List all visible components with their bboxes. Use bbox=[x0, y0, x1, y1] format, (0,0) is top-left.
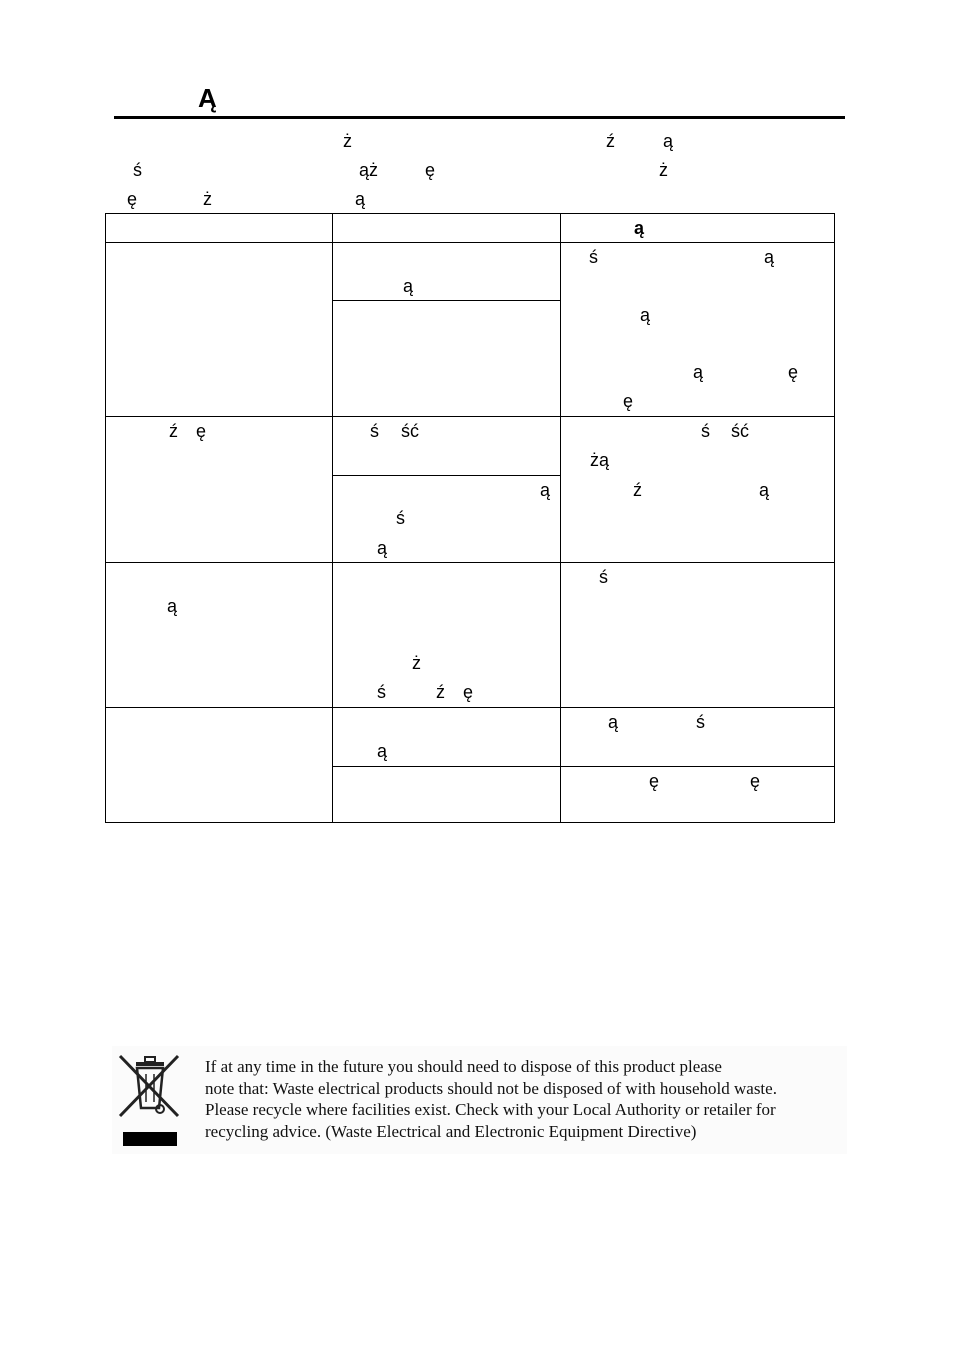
table-header-cell: ą bbox=[634, 218, 645, 238]
table-row-divider bbox=[105, 416, 835, 417]
heading-rule bbox=[114, 116, 845, 119]
table-subrow-divider bbox=[332, 475, 560, 476]
table-cell-glyph: ś bbox=[370, 421, 379, 441]
intro-glyph: ź bbox=[606, 131, 615, 151]
table-cell-glyph: ść bbox=[401, 421, 419, 441]
intro-glyph: ą bbox=[355, 189, 366, 209]
table-subrow-divider bbox=[332, 300, 560, 301]
weee-disposal-text bbox=[205, 1056, 855, 1142]
table-subrow-divider bbox=[332, 766, 835, 767]
table-cell-glyph: żą bbox=[590, 450, 610, 470]
table-cell-glyph: ę bbox=[649, 771, 660, 791]
table-cell-glyph: ę bbox=[463, 682, 474, 702]
table-row-divider bbox=[105, 707, 835, 708]
table-cell-glyph: ą bbox=[167, 596, 178, 616]
table-cell-glyph: ą bbox=[377, 741, 388, 761]
table-cell-glyph: ś bbox=[589, 247, 598, 267]
table-cell-glyph: ść bbox=[731, 421, 749, 441]
table-cell-glyph: ś bbox=[701, 421, 710, 441]
troubleshooting-table bbox=[105, 213, 835, 823]
table-cell-glyph: ę bbox=[750, 771, 761, 791]
weee-text-line: recycling advice. (Waste Electrical and Electronic Equipment Directive) bbox=[205, 1121, 697, 1141]
intro-glyph: ż bbox=[343, 131, 352, 151]
table-cell-glyph: ą bbox=[540, 480, 551, 500]
table-column-divider bbox=[560, 213, 561, 823]
table-cell-glyph: ą bbox=[640, 305, 651, 325]
weee-text-line: note that: Waste electrical products should not be disposed of with household waste. bbox=[205, 1078, 777, 1098]
table-cell-glyph: ą bbox=[377, 538, 388, 558]
table-cell-glyph: ś bbox=[599, 567, 608, 587]
table-cell-glyph: ą bbox=[403, 276, 414, 296]
table-cell-glyph: ą bbox=[759, 480, 770, 500]
table-cell-glyph: ś bbox=[696, 712, 705, 732]
table-cell-glyph: ź bbox=[633, 480, 642, 500]
intro-glyph: ś bbox=[133, 160, 142, 180]
table-cell-glyph: ą bbox=[608, 712, 619, 732]
intro-glyph: ż bbox=[203, 189, 212, 209]
intro-glyph: ę bbox=[425, 160, 436, 180]
table-column-divider bbox=[332, 213, 333, 823]
table-cell-glyph: ą bbox=[693, 362, 704, 382]
intro-glyph: ę bbox=[127, 189, 138, 209]
table-cell-glyph: ę bbox=[788, 362, 799, 382]
intro-glyph: ą bbox=[663, 131, 674, 151]
table-cell-glyph: ś bbox=[396, 508, 405, 528]
table-row-divider bbox=[105, 562, 835, 563]
table-cell-glyph: ę bbox=[196, 421, 207, 441]
table-cell-glyph: ż bbox=[412, 653, 421, 673]
heading-glyph: Ą bbox=[198, 83, 217, 113]
table-row-divider bbox=[105, 242, 835, 243]
table-cell-glyph: ź bbox=[436, 682, 445, 702]
intro-glyph: ąż bbox=[359, 160, 379, 180]
crossed-out-wheelie-bin-icon bbox=[116, 1052, 184, 1150]
intro-glyph: ż bbox=[659, 160, 668, 180]
table-cell-glyph: ź bbox=[169, 421, 178, 441]
table-cell-glyph: ą bbox=[764, 247, 775, 267]
table-cell-glyph: ę bbox=[623, 391, 634, 411]
weee-text-line: Please recycle where facilities exist. Check with your Local Authority or retailer for bbox=[205, 1100, 776, 1119]
table-cell-glyph: ś bbox=[377, 682, 386, 702]
weee-text-line: If at any time in the future you should need to dispose of this product please bbox=[205, 1057, 722, 1076]
